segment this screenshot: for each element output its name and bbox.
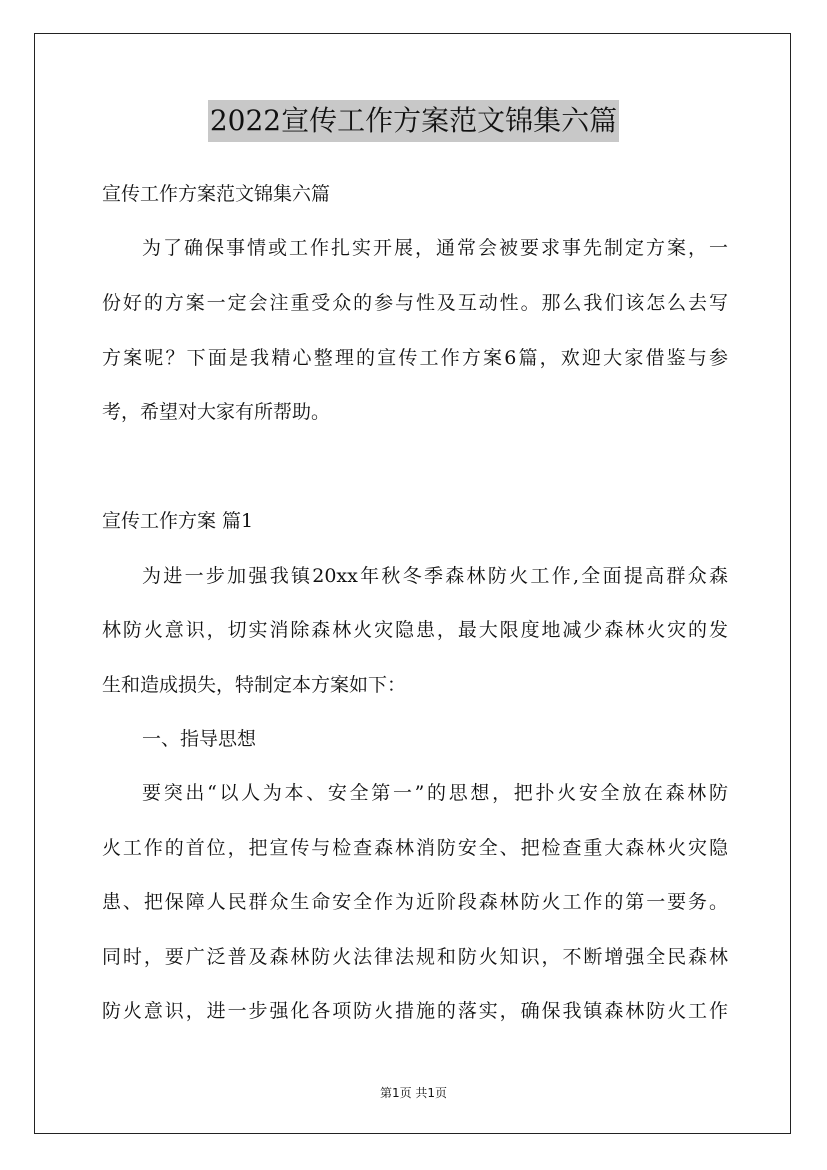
para1-line-3: 生和造成损失，特制定本方案如下： — [102, 674, 407, 696]
intro-line-1: 为了确保事情或工作扎实开展，通常会被要求事先制定方案，一 — [142, 237, 728, 259]
section-heading: 宣传工作方案 篇1 — [102, 510, 254, 532]
subheading-guiding-ideology: 一、指导思想 — [142, 728, 257, 750]
document-subtitle: 宣传工作方案范文锦集六篇 — [102, 183, 331, 205]
intro-line-3: 方案呢？下面是我精心整理的宣传工作方案6篇，欢迎大家借鉴与参 — [102, 347, 728, 369]
document-title: 2022宣传工作方案范文锦集六篇 — [208, 100, 619, 142]
para2-line-5: 防火意识，进一步强化各项防火措施的落实，确保我镇森林防火工作 — [102, 1000, 728, 1022]
para2-line-1: 要突出“以人为本、安全第一”的思想，把扑火安全放在森林防 — [142, 782, 728, 804]
intro-line-4: 考，希望对大家有所帮助。 — [102, 401, 331, 423]
para2-line-2: 火工作的首位，把宣传与检查森林消防安全、把检查重大森林火灾隐 — [102, 837, 728, 859]
title-container — [0, 100, 827, 142]
para1-line-2: 林防火意识，切实消除森林火灾隐患，最大限度地减少森林火灾的发 — [102, 619, 728, 641]
page-footer — [0, 1084, 827, 1101]
para2-line-4: 同时，要广泛普及森林防火法律法规和防火知识，不断增强全民森林 — [102, 946, 728, 968]
intro-line-2: 份好的方案一定会注重受众的参与性及互动性。那么我们该怎么去写 — [102, 292, 728, 314]
para2-line-3: 患、把保障人民群众生命安全作为近阶段森林防火工作的第一要务。 — [102, 891, 728, 913]
para1-line-1: 为进一步加强我镇20xx年秋冬季森林防火工作,全面提高群众森 — [142, 565, 728, 587]
page-number-label: 第1页 共1页 — [379, 1086, 448, 1100]
